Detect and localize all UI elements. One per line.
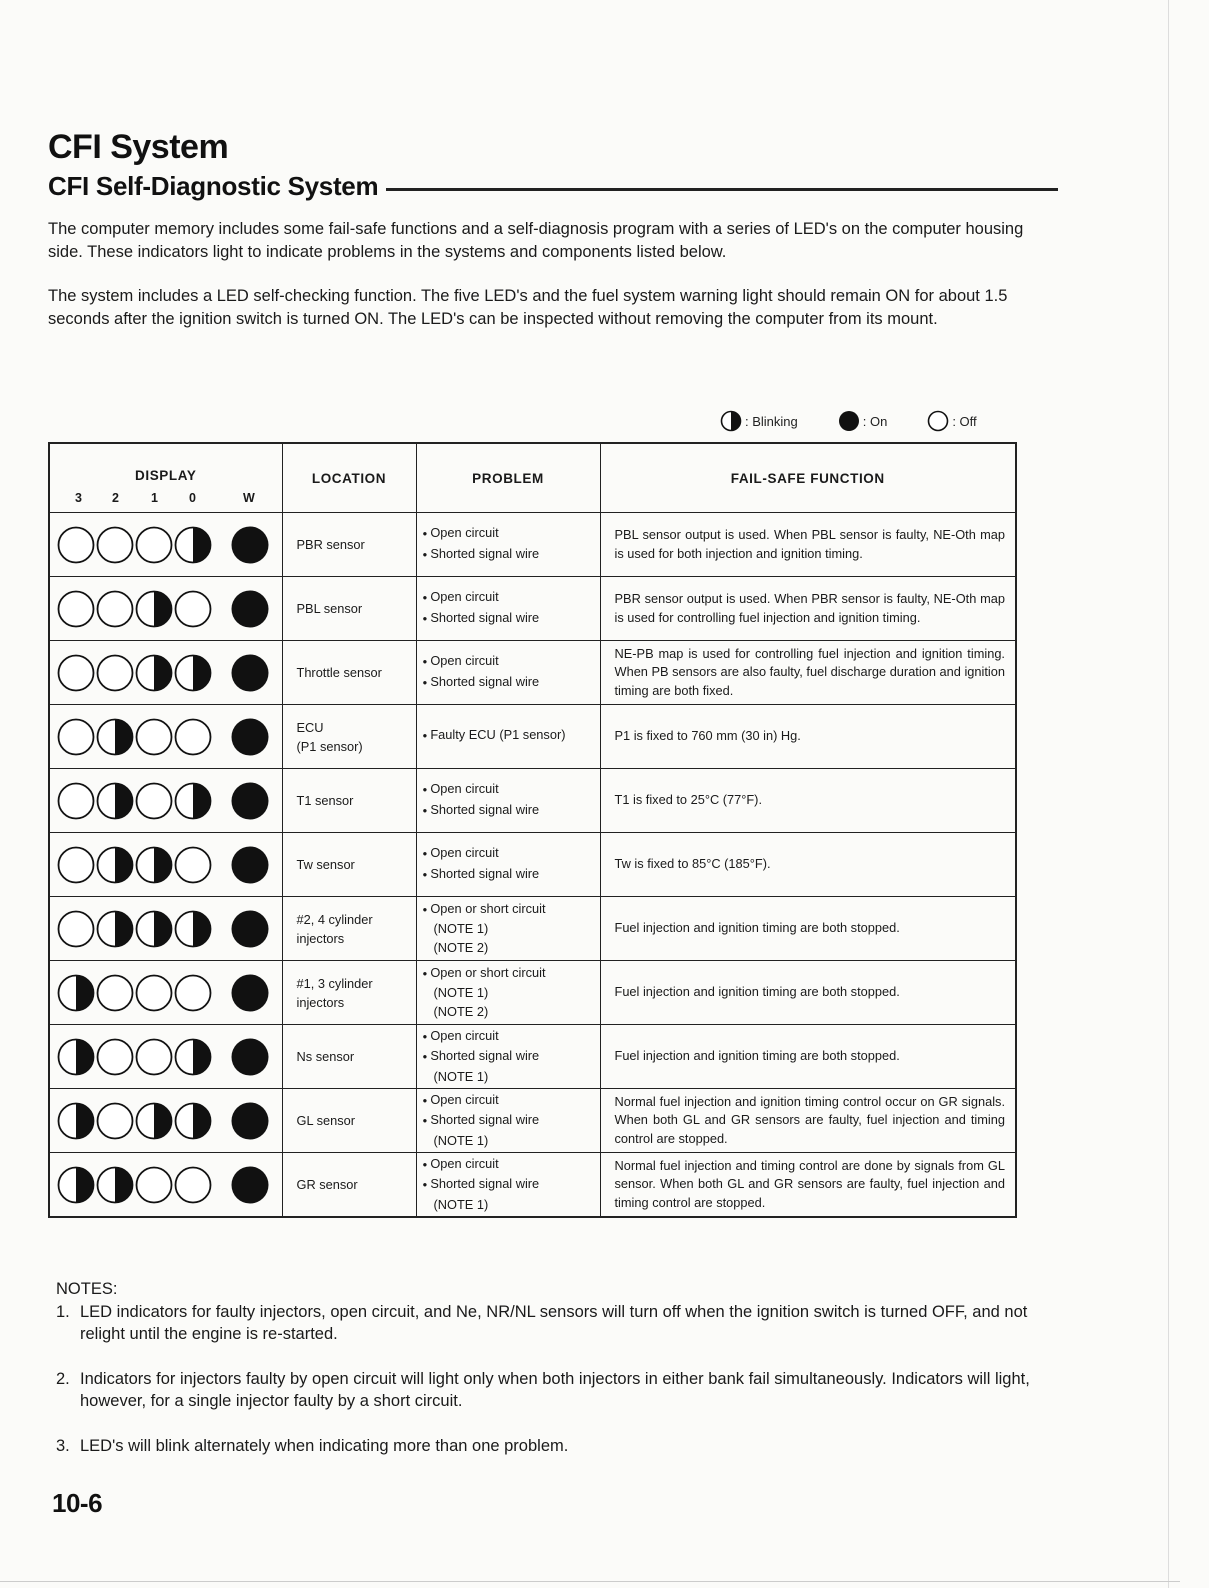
led-w-on-icon: [232, 590, 269, 627]
problem-cell: [416, 897, 600, 961]
display-cell: [49, 705, 282, 769]
display-cell: [49, 1089, 282, 1153]
location-cell: [282, 1153, 416, 1218]
led-1-off-icon: [137, 783, 172, 818]
location-cell: [282, 833, 416, 897]
led-2-off-icon: [98, 1103, 133, 1138]
problem-bullet: ● Shorted signal wire: [423, 545, 600, 566]
location-text: injectors: [296, 994, 345, 1010]
problem-bullet: ● Open or short circuit: [423, 900, 600, 921]
led-w-on-icon: [232, 910, 269, 947]
note-1-text: LED indicators for faulty injectors, open circuit, and Ne, NR/NL sensors will turn off when the ignition switch is turned OFF, and not relight until the engine is re-started.: [80, 1302, 1028, 1343]
led-3-off-icon: [59, 847, 94, 882]
problem-bullet: ● Shorted signal wire: [423, 673, 600, 694]
problem-bullet: ● Open circuit: [423, 1155, 600, 1176]
failsafe-cell: NE-PB map is used for controlling fuel injection and ignition timing. When PB sensors are also faulty, fuel discharge duration and ignition timing are both fixed.: [600, 641, 1016, 705]
led-3-off-icon: [59, 783, 94, 818]
led-1-off-icon: [137, 975, 172, 1010]
problem-bullet: ● Open circuit: [423, 1091, 600, 1112]
location-cell: [282, 577, 416, 641]
table-row: [49, 641, 1016, 705]
led-1-off-icon: [137, 719, 172, 754]
led-3-blink-icon: [59, 975, 94, 1010]
failsafe-cell: Tw is fixed to 85°C (185°F).: [600, 833, 1016, 897]
digit-label-2: 2: [112, 491, 120, 505]
problem-cell: [416, 769, 600, 833]
display-cell: [49, 961, 282, 1025]
failsafe-cell: T1 is fixed to 25°C (77°F).: [600, 769, 1016, 833]
led-2-blink-icon: [98, 783, 133, 818]
note-2-text: Indicators for injectors faulty by open circuit will light only when both injectors in either bank fail simultaneously. Indicators will light, however, for a single injector faulty by a short circuit.: [80, 1369, 1030, 1410]
led-w-on-icon: [232, 846, 269, 883]
on-led-icon: [838, 410, 860, 432]
location-text: PBL sensor: [296, 601, 363, 616]
led-pattern: [50, 1154, 280, 1216]
led-1-off-icon: [137, 1039, 172, 1074]
problem-cell: [416, 1153, 600, 1218]
off-led-icon: [927, 410, 949, 432]
page-edge-right: [1168, 0, 1169, 1588]
led-0-blink-icon: [176, 911, 211, 946]
led-3-off-icon: [59, 655, 94, 690]
led-2-off-icon: [98, 975, 133, 1010]
location-text: GR sensor: [296, 1177, 358, 1192]
location-cell: [282, 1089, 416, 1153]
digit-label-0: 0: [189, 491, 197, 505]
led-pattern: [50, 898, 280, 960]
location-text: Ns sensor: [296, 1049, 355, 1064]
note-3: [56, 1435, 1036, 1458]
led-0-off-icon: [176, 975, 211, 1010]
location-text: ECU: [296, 719, 324, 735]
led-legend: [720, 410, 977, 432]
location-text: #1, 3 cylinder: [296, 975, 373, 991]
problem-bullet: ● Shorted signal wire: [423, 1111, 600, 1132]
led-w-on-icon: [232, 782, 269, 819]
led-3-blink-icon: [59, 1103, 94, 1138]
led-0-off-icon: [176, 1167, 211, 1202]
led-0-off-icon: [176, 591, 211, 626]
table-row: [49, 577, 1016, 641]
led-2-blink-icon: [98, 847, 133, 882]
led-w-on-icon: [232, 718, 269, 755]
led-3-off-icon: [59, 527, 94, 562]
led-1-blink-icon: [137, 1103, 172, 1138]
problem-cell: [416, 1089, 600, 1153]
led-pattern: [50, 578, 280, 640]
led-1-off-icon: [137, 527, 172, 562]
led-1-blink-icon: [137, 655, 172, 690]
note-2-number: 2.: [56, 1369, 70, 1388]
display-header: [49, 443, 282, 513]
location-text: Throttle sensor: [296, 665, 382, 680]
legend-on-label: : On: [862, 413, 888, 429]
failsafe-cell: Fuel injection and ignition timing are both stopped.: [600, 897, 1016, 961]
table-row: [49, 705, 1016, 769]
page-number: 10-6: [52, 1488, 103, 1518]
problem-cell: [416, 513, 600, 577]
problem-cell: [416, 961, 600, 1025]
blinking-led-icon: [720, 410, 742, 432]
table-row: [49, 897, 1016, 961]
location-cell: [282, 641, 416, 705]
failsafe-cell: P1 is fixed to 760 mm (30 in) Hg.: [600, 705, 1016, 769]
led-pattern: [50, 962, 280, 1024]
led-3-blink-icon: [59, 1039, 94, 1074]
note-2: [56, 1368, 1036, 1413]
failsafe-cell: Fuel injection and ignition timing are both stopped.: [600, 961, 1016, 1025]
legend-off: [927, 410, 976, 432]
intro-paragraph-1: The computer memory includes some fail-safe functions and a self-diagnosis program with a series of LED's on the computer housing side. These indicators light to indicate problems in the systems and components listed below.: [48, 220, 1024, 261]
led-0-blink-icon: [176, 655, 211, 690]
table-row: [49, 1153, 1016, 1218]
led-2-off-icon: [98, 1039, 133, 1074]
led-3-blink-icon: [59, 1167, 94, 1202]
problem-note-ref: (NOTE 1): [433, 921, 489, 937]
problem-note-ref: (NOTE 1): [433, 1196, 489, 1212]
table-row: [49, 833, 1016, 897]
display-cell: [49, 1153, 282, 1218]
problem-bullet: ● Open circuit: [423, 524, 600, 545]
location-header: LOCATION: [282, 443, 416, 513]
problem-cell: [416, 1025, 600, 1089]
page-title: CFI System: [48, 128, 229, 166]
problem-bullet: ● Shorted signal wire: [423, 865, 600, 886]
led-0-blink-icon: [176, 527, 211, 562]
table-row: [49, 1025, 1016, 1089]
led-1-blink-icon: [137, 591, 172, 626]
problem-note-ref: (NOTE 2): [433, 1003, 489, 1019]
problem-bullet: ● Shorted signal wire: [423, 1047, 600, 1068]
problem-bullet: ● Faulty ECU (P1 sensor): [423, 726, 600, 747]
problem-bullet: ● Open circuit: [423, 588, 600, 609]
diagnostic-table: [48, 442, 1017, 1218]
failsafe-cell: Normal fuel injection and timing control are done by signals from GL sensor. When both GL and GR sensors are faulty, fuel injection and timing control are stopped.: [600, 1153, 1016, 1218]
led-w-on-icon: [232, 1038, 269, 1075]
display-cell: [49, 769, 282, 833]
led-2-off-icon: [98, 655, 133, 690]
failsafe-cell: PBL sensor output is used. When PBL sensor is faulty, NE-Oth map is used for both injection and ignition timing.: [600, 513, 1016, 577]
digit-label-w: W: [243, 491, 256, 505]
led-2-off-icon: [98, 527, 133, 562]
problem-note-ref: (NOTE 1): [433, 1132, 489, 1148]
location-text: GL sensor: [296, 1113, 356, 1128]
problem-header: PROBLEM: [416, 443, 600, 513]
led-0-blink-icon: [176, 1103, 211, 1138]
led-1-blink-icon: [137, 911, 172, 946]
display-cell: [49, 833, 282, 897]
table-row: [49, 1089, 1016, 1153]
digit-label-1: 1: [151, 491, 159, 505]
legend-on: [838, 410, 888, 432]
location-cell: [282, 769, 416, 833]
table-row: [49, 513, 1016, 577]
problem-cell: [416, 705, 600, 769]
led-pattern: [50, 514, 280, 576]
table-row: [49, 961, 1016, 1025]
note-3-number: 3.: [56, 1436, 70, 1455]
legend-blinking: [720, 410, 798, 432]
table-header-row: [49, 443, 1016, 513]
page-edge-bottom: [0, 1581, 1180, 1582]
led-2-blink-icon: [98, 911, 133, 946]
diagnostic-table-body: [49, 513, 1016, 1218]
intro-paragraph-2: The system includes a LED self-checking function. The five LED's and the fuel system warning light should remain ON for about 1.5 seconds after the ignition switch is turned ON. The LED's can be inspected without removing the computer from its mount.: [48, 287, 1008, 328]
led-3-off-icon: [59, 591, 94, 626]
location-cell: [282, 705, 416, 769]
note-1: [56, 1301, 1036, 1346]
led-pattern: [50, 706, 280, 768]
location-cell: [282, 1025, 416, 1089]
problem-cell: [416, 641, 600, 705]
location-text: injectors: [296, 930, 345, 946]
section-title: CFI Self-Diagnostic System: [48, 171, 379, 201]
problem-bullet: ● Open or short circuit: [423, 964, 600, 985]
led-pattern: [50, 1090, 280, 1152]
display-cell: [49, 897, 282, 961]
problem-note-ref: (NOTE 1): [433, 985, 489, 1001]
display-cell: [49, 513, 282, 577]
led-w-on-icon: [232, 526, 269, 563]
section-heading: [48, 171, 1058, 202]
problem-note-ref: (NOTE 1): [433, 1068, 489, 1084]
location-text: PBR sensor: [296, 537, 365, 552]
display-cell: [49, 641, 282, 705]
led-pattern: [50, 834, 280, 896]
digit-label-3: 3: [75, 491, 83, 505]
failsafe-cell: PBR sensor output is used. When PBR sensor is faulty, NE-Oth map is used for controlling fuel injection and ignition timing.: [600, 577, 1016, 641]
problem-note-ref: (NOTE 2): [433, 939, 489, 955]
notes-section: [56, 1278, 1036, 1457]
location-cell: [282, 961, 416, 1025]
problem-cell: [416, 577, 600, 641]
notes-heading: NOTES:: [56, 1280, 118, 1298]
display-cell: [49, 1025, 282, 1089]
led-1-off-icon: [137, 1167, 172, 1202]
led-pattern: [50, 642, 280, 704]
legend-off-label: : Off: [952, 413, 977, 429]
location-text: #2, 4 cylinder: [296, 911, 373, 927]
led-2-blink-icon: [98, 719, 133, 754]
led-w-on-icon: [232, 974, 269, 1011]
table-row: [49, 769, 1016, 833]
problem-bullet: ● Shorted signal wire: [423, 1175, 600, 1196]
problem-bullet: ● Open circuit: [423, 780, 600, 801]
problem-bullet: ● Open circuit: [423, 652, 600, 673]
problem-cell: [416, 833, 600, 897]
failsafe-cell: Fuel injection and ignition timing are both stopped.: [600, 1025, 1016, 1089]
location-cell: [282, 897, 416, 961]
led-0-off-icon: [176, 719, 211, 754]
problem-bullet: ● Open circuit: [423, 1027, 600, 1048]
problem-bullet: ● Shorted signal wire: [423, 609, 600, 630]
location-text: (P1 sensor): [296, 738, 363, 754]
led-w-on-icon: [232, 1102, 269, 1139]
led-pattern: [50, 1026, 280, 1088]
led-w-on-icon: [232, 654, 269, 691]
location-text: Tw sensor: [296, 857, 355, 872]
problem-bullet: ● Shorted signal wire: [423, 801, 600, 822]
led-3-off-icon: [59, 719, 94, 754]
note-3-text: LED's will blink alternately when indicating more than one problem.: [80, 1436, 569, 1455]
led-1-blink-icon: [137, 847, 172, 882]
location-text: T1 sensor: [296, 793, 354, 808]
led-2-off-icon: [98, 591, 133, 626]
led-w-on-icon: [232, 1166, 269, 1203]
led-0-blink-icon: [176, 783, 211, 818]
heading-rule: [386, 188, 1058, 191]
led-3-off-icon: [59, 911, 94, 946]
note-1-number: 1.: [56, 1302, 70, 1321]
legend-blinking-label: : Blinking: [745, 413, 798, 429]
failsafe-cell: Normal fuel injection and ignition timing control occur on GR signals. When both GL and GR sensors are faulty, fuel injection and timing control are stopped.: [600, 1089, 1016, 1153]
failsafe-header: FAIL-SAFE FUNCTION: [600, 443, 1016, 513]
led-0-blink-icon: [176, 1039, 211, 1074]
display-header-label: DISPLAY: [135, 468, 197, 483]
led-pattern: [50, 770, 280, 832]
led-2-blink-icon: [98, 1167, 133, 1202]
location-cell: [282, 513, 416, 577]
problem-bullet: ● Open circuit: [423, 844, 600, 865]
led-0-off-icon: [176, 847, 211, 882]
display-cell: [49, 577, 282, 641]
